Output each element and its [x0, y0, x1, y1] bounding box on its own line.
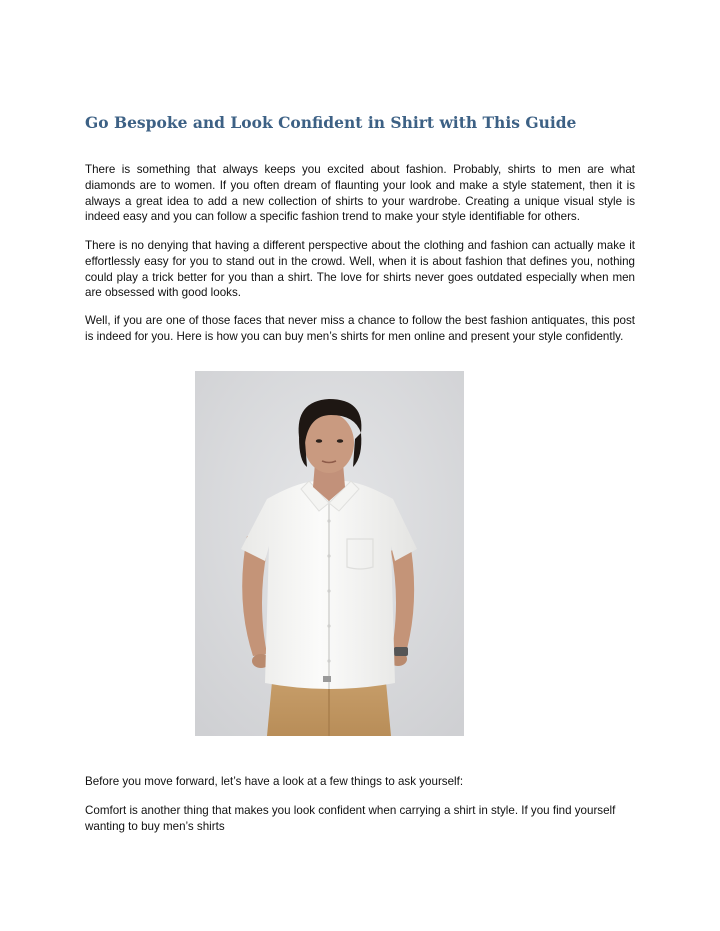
paragraph-comfort: Comfort is another thing that makes you look confident when carrying a shirt in style. If you find yourself wanting to buy men’s shirts: [85, 804, 616, 833]
paragraph-intro: There is something that always keeps you excited about fashion. Probably, shirts to men are what diamonds are to women. If you often dream of flaunting your look and make a style statement, then it is always a great idea to add a new collection of shirts to your wardrobe. Creating a unique visual style is indeed easy and you can follow a specific fashion trend to make your style identifiable for others.: [85, 163, 635, 224]
document-title: Go Bespoke and Look Confident in Shirt with This Guide: [85, 113, 577, 132]
man-in-white-shirt-photo: [195, 371, 464, 736]
paragraph-perspective: There is no denying that having a different perspective about the clothing and fashion can actually make it effortlessly easy for you to stand out in the crowd. Well, when it is about fashion that defines you, nothing could play a trick better for you than a shirt. The love for shirts never goes outdated especially when men are obsessed with good looks.: [85, 239, 635, 300]
paragraph-post-purpose: Well, if you are one of those faces that never miss a chance to follow the best fashion antiquates, this post is indeed for you. Here is how you can buy men’s shirts for men online and present your style confidently.: [85, 314, 635, 343]
paragraph-questions-intro: Before you move forward, let’s have a look at a few things to ask yourself:: [85, 775, 464, 788]
